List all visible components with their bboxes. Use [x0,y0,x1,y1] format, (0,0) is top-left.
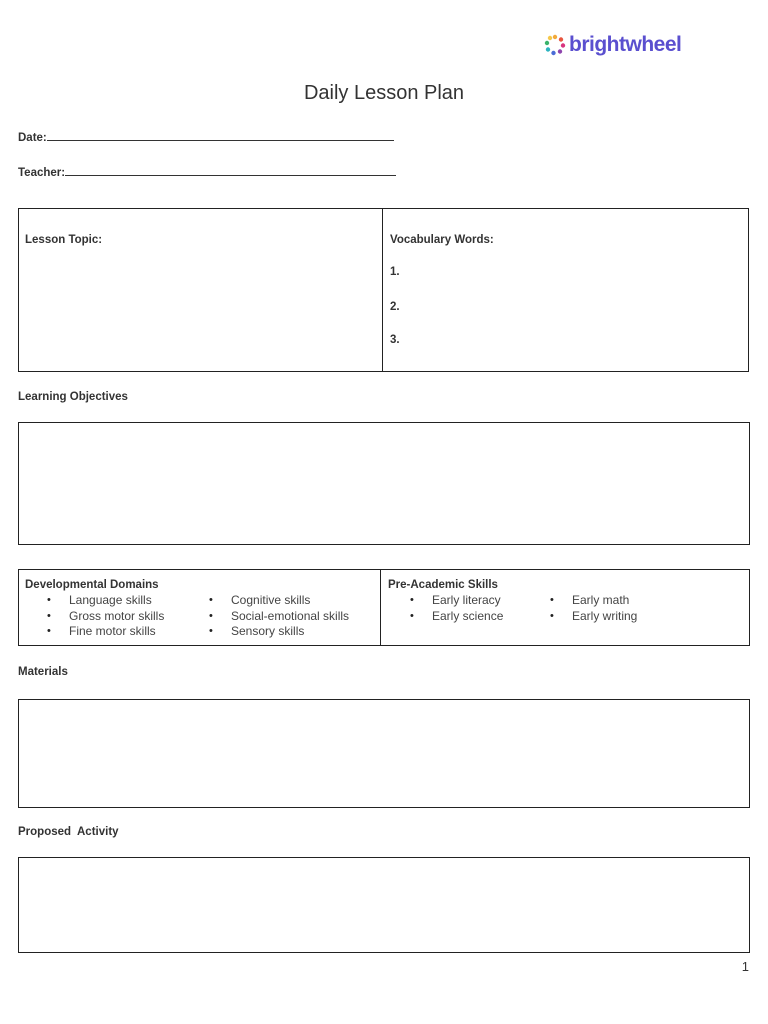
vocab-item-3[interactable]: 3. [390,334,400,346]
list-item: • Early science [410,609,503,625]
date-label: Date: [18,132,47,144]
developmental-domains-list-2 [209,593,349,640]
page-number: 1 [741,959,749,974]
brightwheel-logo-icon [544,34,566,56]
pre-academic-skills-list-2 [550,593,637,624]
brightwheel-logo-text: brightwheel [569,33,682,56]
developmental-domains-list-1 [47,593,164,640]
list-item: • Sensory skills [209,624,349,640]
materials-box[interactable] [18,699,750,808]
teacher-label: Teacher: [18,167,66,179]
teacher-field[interactable] [18,164,396,179]
list-item: • Cognitive skills [209,593,349,609]
vocabulary-words-label: Vocabulary Words: [390,234,494,246]
learning-objectives-box[interactable] [18,422,750,545]
pre-academic-skills-list-1 [410,593,503,624]
list-item: • Early writing [550,609,637,625]
list-item: • Early literacy [410,593,503,609]
learning-objectives-label: Learning Objectives [18,391,128,403]
domains-box-divider [380,569,381,646]
vocab-item-2[interactable]: 2. [390,301,400,313]
proposed-activity-box[interactable] [18,857,750,953]
lesson-box-divider [382,208,383,372]
page-title: Daily Lesson Plan [303,82,465,104]
list-item: • Language skills [47,593,164,609]
date-line [47,129,394,141]
list-item: • Social-emotional skills [209,609,349,625]
lesson-topic-vocab-box [18,208,749,372]
date-field[interactable] [18,129,394,144]
brightwheel-logo [544,31,681,59]
vocab-item-1[interactable]: 1. [390,266,400,278]
list-item: • Early math [550,593,637,609]
pre-academic-skills-label: Pre-Academic Skills [388,579,498,591]
developmental-domains-label: Developmental Domains [25,579,159,591]
list-item: • Gross motor skills [47,609,164,625]
teacher-line [65,164,396,176]
lesson-topic-label: Lesson Topic: [25,234,103,246]
materials-label: Materials [18,666,68,678]
list-item: • Fine motor skills [47,624,164,640]
proposed-activity-label: Proposed Activity [18,826,119,838]
